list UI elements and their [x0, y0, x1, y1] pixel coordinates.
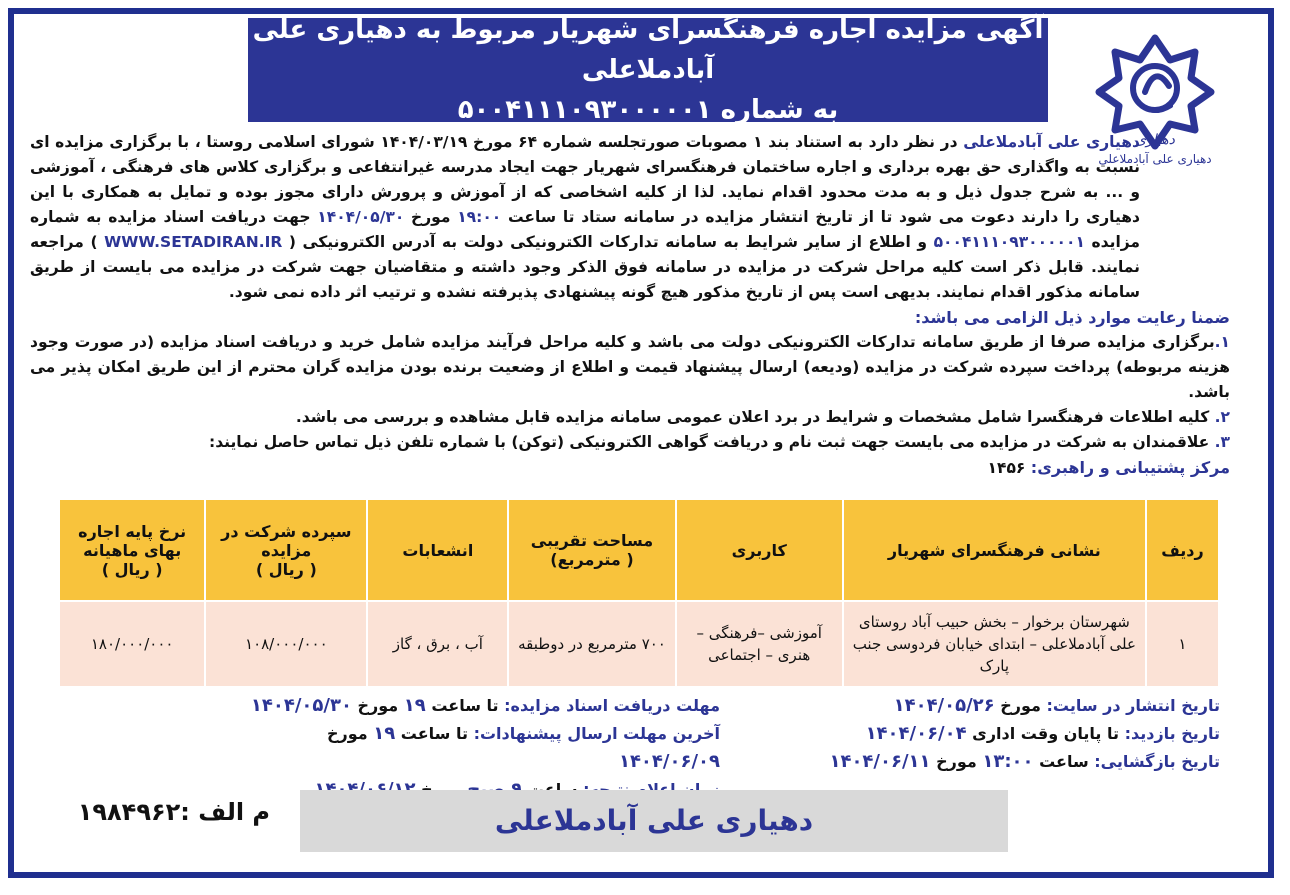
opening-date-line: تاریخ بازگشایی: ساعت ۱۳:۰۰ مورخ ۱۴۰۴/۰۶/۱۱ — [829, 751, 1220, 772]
col-deposit: سپرده شرکت در مزایده ( ریال ) — [205, 499, 367, 601]
notice-body — [30, 130, 1230, 481]
auction-number: ۵۰۰۴۱۱۱۰۹۳۰۰۰۰۰۱ — [933, 233, 1085, 251]
offer-deadline-line: آخرین مهلت ارسال پیشنهادات: تا ساعت ۱۹ مورخ ۱۴۰۴/۰۶/۰۹ — [326, 723, 720, 772]
cell-address: شهرستان برخوار – بخش حبیب آباد روستای علی آبادملاعلی – ابتدای خیابان فردوسی جنب پارک — [843, 601, 1146, 687]
logo-script-text: دهیاری — [1135, 132, 1175, 148]
col-utilities: انشعابات — [367, 499, 508, 601]
website-link[interactable]: WWW.SETADIRAN.IR — [104, 233, 283, 251]
dates-block-left — [240, 692, 720, 804]
condition-item-3: ۳. علاقمندان به شرکت در مزایده می بایست جهت ثبت نام و دریافت گواهی الکترونیکی (توکن) با شماره تلفن ذیل تماس حاصل نمایند: — [209, 433, 1230, 451]
publish-date-line: تاریخ انتشار در سایت: مورخ ۱۴۰۴/۰۵/۲۶ — [893, 695, 1220, 716]
intro-text-c: جهت دریافت اسناد مزایده به شماره مزایده — [30, 208, 1140, 251]
cell-rate: ۱۸۰/۰۰۰/۰۰۰ — [59, 601, 205, 687]
org-name: دهیاری علی آبادملاعلی — [963, 133, 1140, 151]
table-row — [59, 601, 1219, 687]
cell-deposit: ۱۰۸/۰۰۰/۰۰۰ — [205, 601, 367, 687]
cell-row: ۱ — [1146, 601, 1219, 687]
title-banner — [248, 15, 1048, 125]
deadline-time: ۱۹:۰۰ — [457, 208, 502, 226]
col-area: مساحت تقریبی ( مترمربع) — [508, 499, 675, 601]
dates-block-right — [640, 692, 1220, 776]
notice-number: به شماره ۵۰۰۴۱۱۱۰۹۳۰۰۰۰۰۱ — [457, 95, 839, 125]
col-address: نشانی فرهنگسرای شهریار — [843, 499, 1146, 601]
reference-number: م الف :۱۹۸۴۹۶۲ — [77, 798, 270, 826]
logo-label: دهیاری علی آبادملاعلی — [1098, 152, 1212, 166]
cell-usage: آموزشی –فرهنگی – هنری – اجتماعی — [676, 601, 843, 687]
cell-utilities: آب ، برق ، گاز — [367, 601, 508, 687]
col-usage: کاربری — [676, 499, 843, 601]
condition-item-2: ۲. کلیه اطلاعات فرهنگسرا شامل مشخصات و شرایط در برد اعلان عمومی سامانه مزایده قابل مشاهده و بررسی می باشد. — [295, 408, 1230, 426]
support-number: ۱۴۵۶ — [987, 459, 1031, 477]
docs-deadline-line: مهلت دریافت اسناد مزایده: تا ساعت ۱۹ مورخ ۱۴۰۴/۰۵/۳۰ — [250, 695, 720, 716]
deadline-date: ۱۴۰۴/۰۵/۳۰ — [317, 208, 405, 226]
intro-paragraph — [30, 130, 1230, 305]
footer-org-name: دهیاری علی آبادملاعلی — [300, 790, 1008, 852]
cell-area: ۷۰۰ مترمربع در دوطبقه — [508, 601, 675, 687]
intro-text-a: در نظر دارد به استناد بند ۱ مصوبات صورتجلسه شماره ۶۴ مورخ ۱۴۰۴/۰۳/۱۹ شورای اسلامی روستا ، با برگزاری مزایده ای نسبت به واگذاری حق بهره برداری و اجاره ساختمان فرهنگسرای شهریار جهت ایجاد مدرسه غیرانتفاعی و برگزاری کلاس های فرهنگی ، آموزشی و ... به شرح جدول ذیل و به مدت محدود اقدام نماید. لذا از کلیه اشخاصی که از آموزش و پرورش دارای مجوز بوده و تمایل به همکاری با این دهیاری را دارند دعوت می شود تا از تاریخ انتشار مزایده در سامانه ستاد تا ساعت — [30, 133, 1140, 226]
visit-date-line: تاریخ بازدید: تا پایان وقت اداری ۱۴۰۴/۰۶/۰۴ — [865, 723, 1220, 744]
support-label: مرکز پشتیبانی و راهبری: — [1030, 458, 1230, 477]
conditions-heading: ضمنا رعایت موارد ذیل الزامی می باشد: — [914, 308, 1230, 327]
support-line — [30, 455, 1230, 481]
intro-text-e: ) مراجعه نمایند. قابل ذکر است کلیه مراحل شرکت در مزایده در سامانه فوق الذکر وجود داشته و متقاضیان جهت شرکت در مزایده می بایست از طریق سامانه مذکور اقدام نمایند. بدیهی است پس از تاریخ مذکور هیچ گونه پیشنهادی پذیرفته نشده و ترتیب اثر داده نمی شود. — [30, 233, 1140, 301]
intro-text-d: و اطلاع از سایر شرایط به سامانه تدارکات الکترونیکی دولت به آدرس الکترونیکی ( — [282, 233, 934, 251]
col-row: ردیف — [1146, 499, 1219, 601]
auction-table — [58, 498, 1220, 688]
intro-text-b: مورخ — [404, 208, 458, 226]
notice-title: آگهی مزایده اجاره فرهنگسرای شهریار مربوط به دهیاری علی آبادملاعلی — [252, 15, 1044, 85]
col-rate: نرخ پایه اجاره بهای ماهیانه ( ریال ) — [59, 499, 205, 601]
condition-item-1: ۱.برگزاری مزایده صرفا از طریق سامانه تدارکات الکترونیکی دولت می باشد و کلیه مراحل فرآیند مزایده شامل خرید و دریافت اسناد مزایده (در صورت وجود هزینه مربوطه) پرداخت سپرده شرکت در مزایده (ودیعه) ارسال پیشنهاد قیمت و اطلاع از وضعیت برنده بودن مزایده گران محترم از این طریق امکان پذیر می باشد. — [30, 333, 1230, 401]
table-header-row — [59, 499, 1219, 601]
